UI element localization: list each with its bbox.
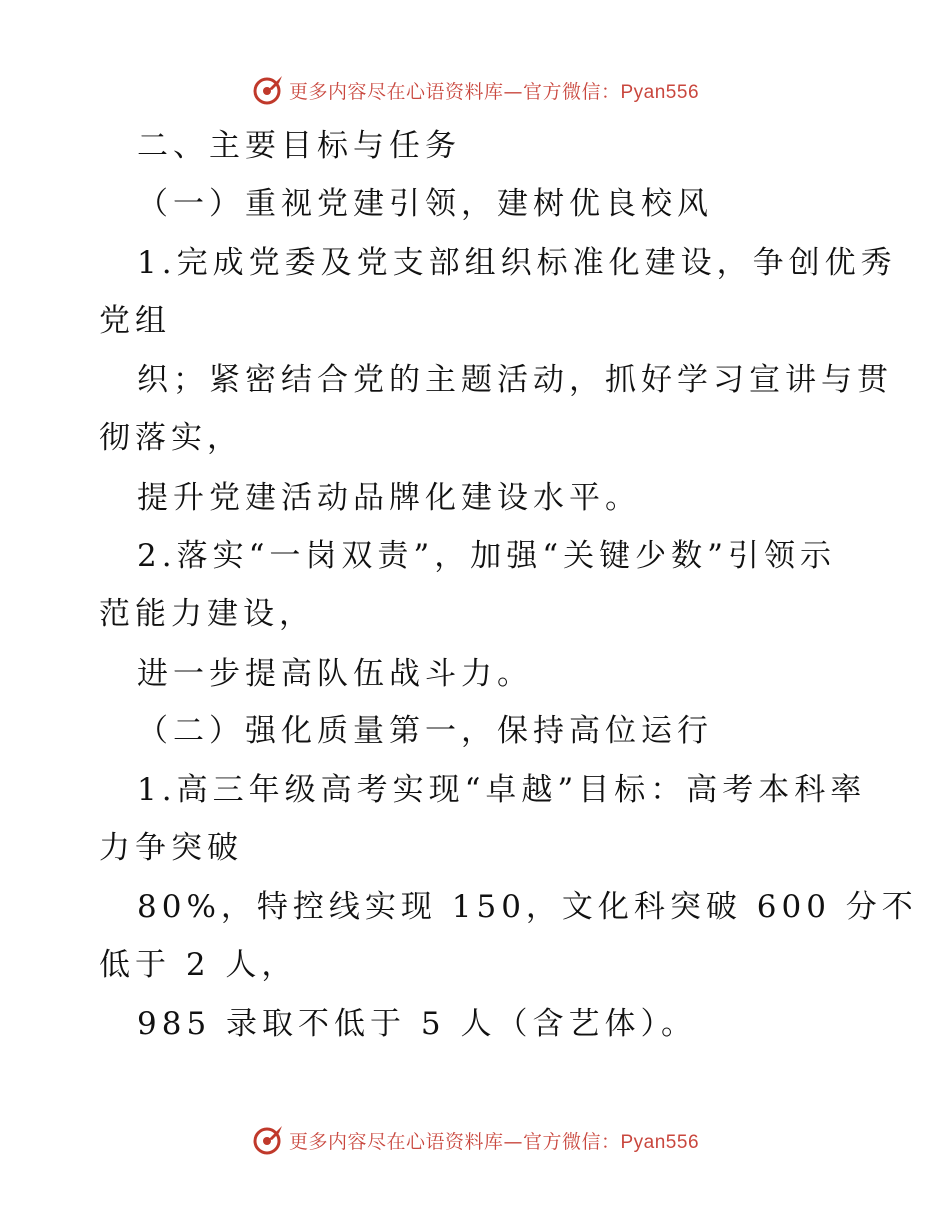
paragraph-line: 1.完成党委及党支部组织标准化建设，争创优秀: [137, 245, 897, 281]
paragraph-line: 985 录取不低于 5 人（含艺体）。: [137, 1006, 697, 1042]
section-heading: 二、主要目标与任务: [137, 128, 461, 164]
header-watermark: [0, 70, 950, 110]
paragraph-line: 提升党建活动品牌化建设水平。: [137, 480, 641, 516]
quill-logo-icon: [251, 73, 285, 107]
paragraph-line: 范能力建设，: [99, 596, 315, 632]
paragraph-line: 力争突破: [99, 830, 243, 866]
subsection-heading: （一）重视党建引领，建树优良校风: [137, 186, 713, 222]
paragraph-line: 80%，特控线实现 150，文化科突破 600 分不: [137, 889, 918, 925]
watermark-text: 更多内容尽在心语资料库—官方微信：Pyan556: [288, 80, 700, 103]
paragraph-line: 进一步提高队伍战斗力。: [137, 656, 533, 692]
quill-logo-icon: [251, 1123, 285, 1157]
paragraph-line: 织；紧密结合党的主题活动，抓好学习宣讲与贯: [137, 362, 893, 398]
paragraph-line: 2.落实“一岗双责”，加强“关键少数”引领示: [137, 538, 836, 574]
paragraph-line: 彻落实，: [99, 420, 243, 456]
watermark-text: 更多内容尽在心语资料库—官方微信：Pyan556: [288, 1130, 700, 1153]
paragraph-line: 低于 2 人，: [99, 947, 298, 983]
footer-watermark: [0, 1120, 950, 1160]
paragraph-line: 党组: [99, 303, 171, 339]
paragraph-line: 1.高三年级高考实现“卓越”目标：高考本科率: [137, 772, 867, 808]
subsection-heading: （二）强化质量第一，保持高位运行: [137, 713, 713, 749]
